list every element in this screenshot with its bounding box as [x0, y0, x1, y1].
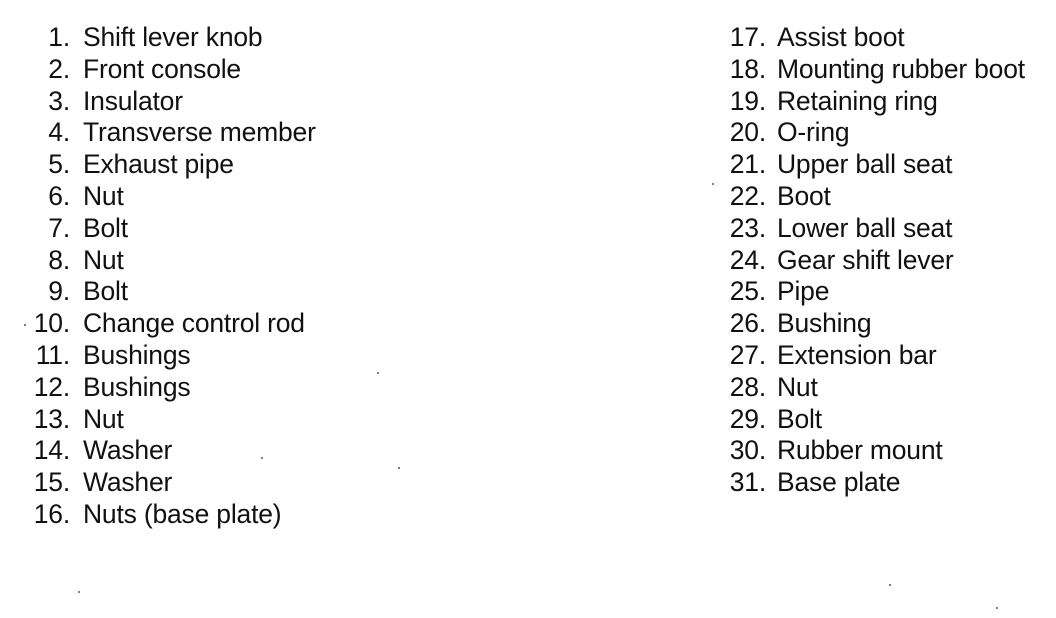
- item-number: 4.: [48, 117, 70, 148]
- list-item: [722, 276, 1056, 308]
- item-label: Bushings: [83, 339, 191, 370]
- parts-list-right: [722, 22, 1056, 499]
- item-number: 19.: [729, 85, 766, 116]
- list-item: [722, 308, 1056, 340]
- item-label: Assist boot: [777, 22, 905, 52]
- item-label: Bolt: [777, 403, 822, 434]
- item-number: 3.: [48, 85, 70, 116]
- list-item: [722, 467, 1056, 499]
- item-label: Lower ball seat: [777, 212, 953, 243]
- item-label: Nut: [83, 403, 124, 434]
- item-label: Upper ball seat: [777, 149, 953, 180]
- item-number: 18.: [729, 53, 766, 84]
- item-number: 1.: [48, 22, 70, 52]
- item-number: 11.: [35, 339, 70, 370]
- list-item: [28, 340, 448, 372]
- item-number: 26.: [729, 308, 766, 339]
- item-number: 6.: [48, 180, 70, 211]
- item-label: Bolt: [83, 212, 128, 243]
- item-label: Retaining ring: [777, 85, 938, 116]
- item-label: Bushing: [777, 308, 872, 339]
- item-number: 13.: [33, 403, 70, 434]
- item-number: 15.: [33, 467, 70, 498]
- item-number: 20.: [729, 117, 766, 148]
- item-label: Extension bar: [777, 339, 937, 370]
- list-item: [28, 149, 448, 181]
- item-label: Insulator: [83, 85, 183, 116]
- scan-speck: [712, 183, 714, 185]
- list-item: [722, 435, 1056, 467]
- list-item: [28, 86, 448, 118]
- list-item: [722, 86, 1056, 118]
- scan-speck: [377, 372, 379, 374]
- list-item: [28, 308, 448, 340]
- item-label: Washer: [83, 467, 173, 498]
- scan-speck: [24, 324, 26, 326]
- item-number: 7.: [48, 212, 70, 243]
- list-item: [28, 372, 448, 404]
- item-label: Rubber mount: [777, 435, 943, 466]
- item-label: Shift lever knob: [83, 22, 263, 52]
- list-item: [722, 54, 1056, 86]
- item-label: Washer: [83, 435, 173, 466]
- item-number: 31.: [729, 467, 766, 498]
- scan-speck: [78, 591, 80, 593]
- item-label: Nut: [83, 244, 124, 275]
- list-item: [28, 117, 448, 149]
- list-item: [722, 22, 1056, 54]
- item-number: 29.: [729, 403, 766, 434]
- item-number: 17.: [729, 22, 766, 52]
- list-item: [28, 213, 448, 245]
- item-label: Bolt: [83, 276, 128, 307]
- item-label: Pipe: [777, 276, 830, 307]
- scan-speck: [996, 607, 998, 609]
- item-label: Gear shift lever: [777, 244, 954, 275]
- list-item: [722, 213, 1056, 245]
- item-number: 5.: [48, 149, 70, 180]
- item-number: 9.: [48, 276, 70, 307]
- list-item: [28, 245, 448, 277]
- list-item: [28, 181, 448, 213]
- item-label: Nuts (base plate): [83, 498, 282, 529]
- list-item: [28, 54, 448, 86]
- item-number: 30.: [729, 435, 766, 466]
- item-number: 8.: [48, 244, 70, 275]
- item-number: 27.: [729, 339, 766, 370]
- item-label: Boot: [777, 180, 831, 211]
- item-number: 10.: [33, 308, 70, 339]
- item-label: Base plate: [777, 467, 901, 498]
- list-item: [722, 372, 1056, 404]
- item-number: 22.: [729, 180, 766, 211]
- list-item: [28, 467, 448, 499]
- item-number: 28.: [729, 371, 766, 402]
- list-item: [28, 404, 448, 436]
- item-number: 25.: [729, 276, 766, 307]
- item-label: Front console: [83, 53, 241, 84]
- item-label: Change control rod: [83, 308, 305, 339]
- list-item: [28, 435, 448, 467]
- list-item: [722, 117, 1056, 149]
- item-label: Mounting rubber boot: [777, 53, 1025, 84]
- list-item: [28, 276, 448, 308]
- list-item: [722, 340, 1056, 372]
- scan-speck: [398, 467, 400, 469]
- item-number: 16.: [33, 498, 70, 529]
- list-item: [722, 404, 1056, 436]
- item-number: 14.: [33, 435, 70, 466]
- item-number: 23.: [729, 212, 766, 243]
- item-number: 21.: [729, 149, 766, 180]
- item-label: Nut: [83, 180, 124, 211]
- list-item: [722, 149, 1056, 181]
- item-number: 12.: [33, 371, 70, 402]
- scan-speck: [261, 457, 263, 459]
- item-label: Bushings: [83, 371, 191, 402]
- item-label: Exhaust pipe: [83, 149, 234, 180]
- item-label: Nut: [777, 371, 818, 402]
- item-label: O-ring: [777, 117, 850, 148]
- parts-list-left: [28, 22, 448, 531]
- list-item: [28, 22, 448, 54]
- item-label: Transverse member: [83, 117, 316, 148]
- item-number: 2.: [48, 53, 70, 84]
- list-item: [28, 499, 448, 531]
- list-item: [722, 181, 1056, 213]
- list-item: [722, 245, 1056, 277]
- item-number: 24.: [729, 244, 766, 275]
- scan-speck: [889, 584, 891, 586]
